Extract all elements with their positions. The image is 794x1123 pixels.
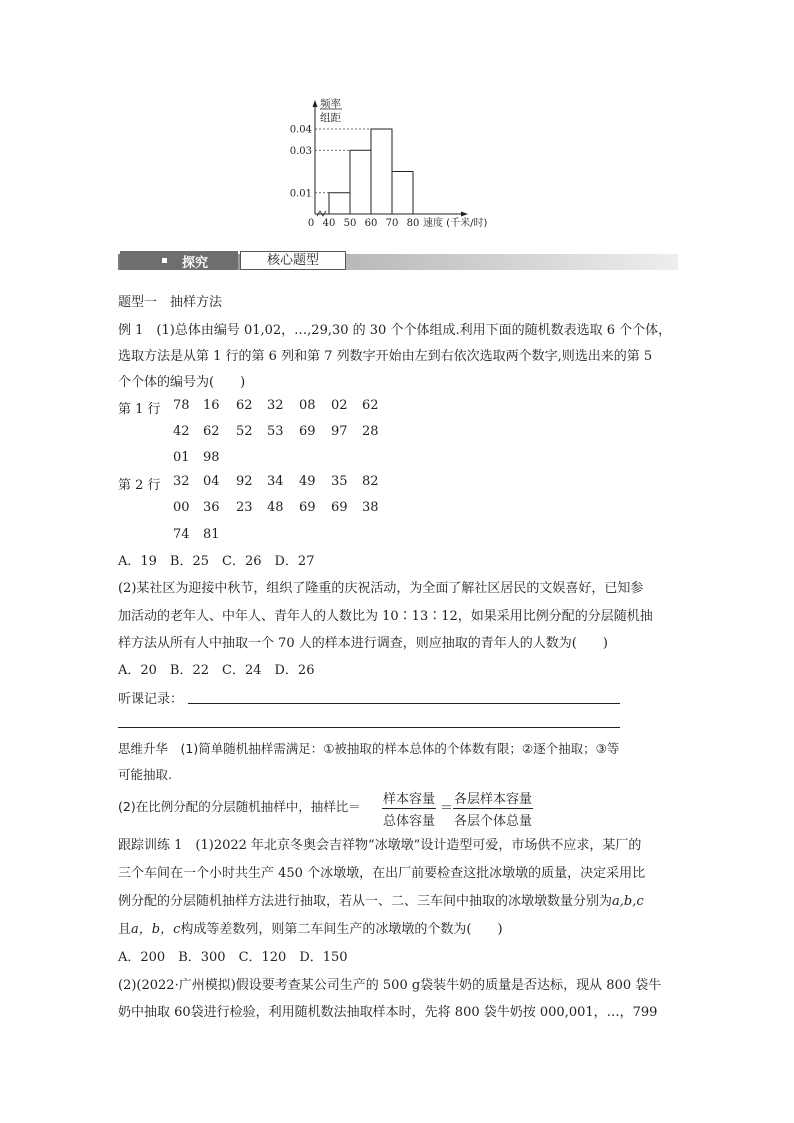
summary-text-1: 思维升华 (1)简单随机抽样需满足：①被抽取的样本总体的个体数有限；②逐个抽取；③等 [118, 741, 620, 756]
random-number-cell: 02 [331, 398, 348, 413]
random-number-cell: 97 [331, 424, 348, 439]
random-number-cell: 28 [362, 424, 379, 439]
notes-label: 听课记录： [118, 692, 184, 707]
bullet-square-icon [162, 258, 167, 263]
training1-text-3 [118, 890, 644, 909]
random-number-cell: 82 [362, 474, 379, 489]
training1-text-4-main: 构成等差数列，则第二车间生产的冰墩墩的个数为( ) [180, 922, 503, 937]
y-axis-label-numerator: 频率 [320, 98, 341, 110]
random-number-cell: 98 [203, 450, 220, 465]
x-axis-label: 速度 (千米/时) [423, 218, 488, 229]
histogram-bar [392, 172, 413, 215]
x-axis-arrow-icon [461, 212, 468, 217]
y-tick-label: 0.03 [289, 145, 312, 157]
section-title: 核心题型 [240, 251, 346, 270]
random-number-cell: 52 [236, 424, 253, 439]
training1-text-3-main: 例分配的分层随机抽样方法进行抽取，若从一、二、三车间中抽取的冰墩墩数量分别为 [118, 894, 613, 909]
training1-options: A．200 B．300 C．120 D．150 [118, 950, 348, 965]
training1-part2-text-2: 奶中抽取 60袋进行检验，利用随机数法抽取样本时，先将 800 袋牛奶按 000,001，…，799 [118, 1005, 658, 1020]
random-number-cell: 36 [203, 500, 220, 515]
summary-text-2: 可能抽取. [118, 767, 172, 782]
type1-heading: 题型一 抽样方法 [118, 295, 223, 310]
example1-options: A．19 B．25 C．26 D．27 [118, 554, 315, 569]
y-tick-label: 0.01 [289, 188, 312, 200]
row1-label: 第 1 行 [118, 402, 161, 417]
random-number-cell: 53 [267, 424, 284, 439]
random-number-cell: 92 [236, 474, 253, 489]
fraction1-numerator: 样本容量 [382, 788, 436, 809]
axis-break-icon [317, 211, 326, 216]
training1-part2-text-1: (2)(2022·广州模拟)假设要考查某公司生产的 500 g袋装牛奶的质量是否达标，现从 800 袋牛 [118, 978, 662, 993]
fraction-stratum-ratio [453, 788, 533, 829]
random-number-cell: 08 [299, 398, 316, 413]
training1-text-1: 跟踪训练 1 (1)2022 年北京冬奥会吉祥物“冰墩墩”设计造型可爱，市场供不应求，某厂的 [118, 838, 642, 853]
training1-text-2: 三个车间在一个小时共生产 450 个冰墩墩，在出厂前要检查这批冰墩墩的质量，决定采用比 [118, 866, 646, 881]
random-number-cell: 00 [173, 500, 190, 515]
training1-vars-abc-2: a，b，c [131, 922, 181, 937]
random-number-cell: 62 [362, 398, 379, 413]
random-number-cell: 32 [267, 398, 284, 413]
example1-part2-options: A．20 B．22 C．24 D．26 [118, 663, 315, 678]
example1-text-1: 例 1 (1)总体由编号 01,02，…,29,30 的 30 个个体组成.利用下面的随机数表选取 6 个个体， [118, 323, 672, 338]
random-number-cell: 34 [267, 474, 284, 489]
y-axis-label-denominator: 组距 [320, 112, 341, 124]
random-number-cell: 69 [299, 500, 316, 515]
training1-vars-abc: a,b,c [612, 894, 644, 909]
section-tag [120, 251, 238, 270]
example1-part2-text-2: 加活动的老年人、中年人、青年人的人数比为 10∶13∶12，如果采用比例分配的分层随机抽 [118, 609, 653, 624]
example1-part2-text-3: 样方法从所有人中抽取一个 70 人的样本进行调查，则应抽取的青年人的人数为( ) [118, 636, 608, 651]
x-tick-label: 60 [364, 218, 378, 229]
histogram-bar [371, 129, 392, 214]
histogram-bar [329, 193, 350, 214]
section-tag-label: 探究 [182, 256, 209, 271]
random-number-cell: 62 [203, 424, 220, 439]
random-number-cell: 16 [203, 398, 220, 413]
random-number-cell: 42 [173, 424, 190, 439]
random-number-cell: 81 [203, 527, 220, 542]
random-number-cell: 74 [173, 527, 190, 542]
random-number-cell: 32 [173, 474, 190, 489]
notes-line-2 [118, 727, 620, 728]
x-tick-label: 50 [343, 218, 357, 229]
equals-sign: ＝ [440, 801, 454, 816]
fraction1-denominator: 总体容量 [383, 814, 436, 829]
random-number-cell: 35 [331, 474, 348, 489]
summary-text-3: (2)在比例分配的分层随机抽样中，抽样比＝ [118, 799, 361, 814]
random-number-cell: 62 [236, 398, 253, 413]
example1-text-3: 个个体的编号为( ) [118, 375, 246, 390]
random-number-cell: 78 [173, 398, 190, 413]
speed-histogram [286, 96, 516, 236]
random-number-cell: 69 [331, 500, 348, 515]
random-number-cell: 49 [299, 474, 316, 489]
fraction2-numerator: 各层样本容量 [453, 788, 533, 809]
training1-text-4-prefix: 且 [118, 922, 132, 937]
histogram-bar [350, 150, 371, 214]
random-number-cell: 23 [236, 500, 253, 515]
fraction-sample-ratio [382, 788, 436, 829]
random-number-cell: 38 [362, 500, 379, 515]
example1-text-2: 选取方法是从第 1 行的第 6 列和第 7 列数字开始由左到右依次选取两个数字,则选出来的第 5 [118, 349, 653, 364]
y-tick-label: 0.04 [289, 124, 312, 136]
y-axis-arrow-icon [313, 100, 318, 107]
x-tick-label: 70 [385, 218, 399, 229]
notes-line-1 [188, 703, 620, 704]
x-tick-label: 0 [307, 218, 315, 229]
x-tick-label: 40 [322, 218, 336, 229]
random-number-cell: 69 [299, 424, 316, 439]
example1-part2-text-1: (2)某社区为迎接中秋节，组织了隆重的庆祝活动，为全面了解社区居民的文娱喜好，已知参 [118, 581, 644, 596]
random-number-cell: 01 [173, 450, 190, 465]
row2-label: 第 2 行 [118, 478, 161, 493]
x-tick-label: 80 [406, 218, 420, 229]
training1-text-4 [118, 918, 503, 937]
random-number-cell: 04 [203, 474, 220, 489]
random-number-cell: 48 [267, 500, 284, 515]
section-header-band [118, 250, 678, 271]
fraction2-denominator: 各层个体总量 [454, 814, 533, 829]
